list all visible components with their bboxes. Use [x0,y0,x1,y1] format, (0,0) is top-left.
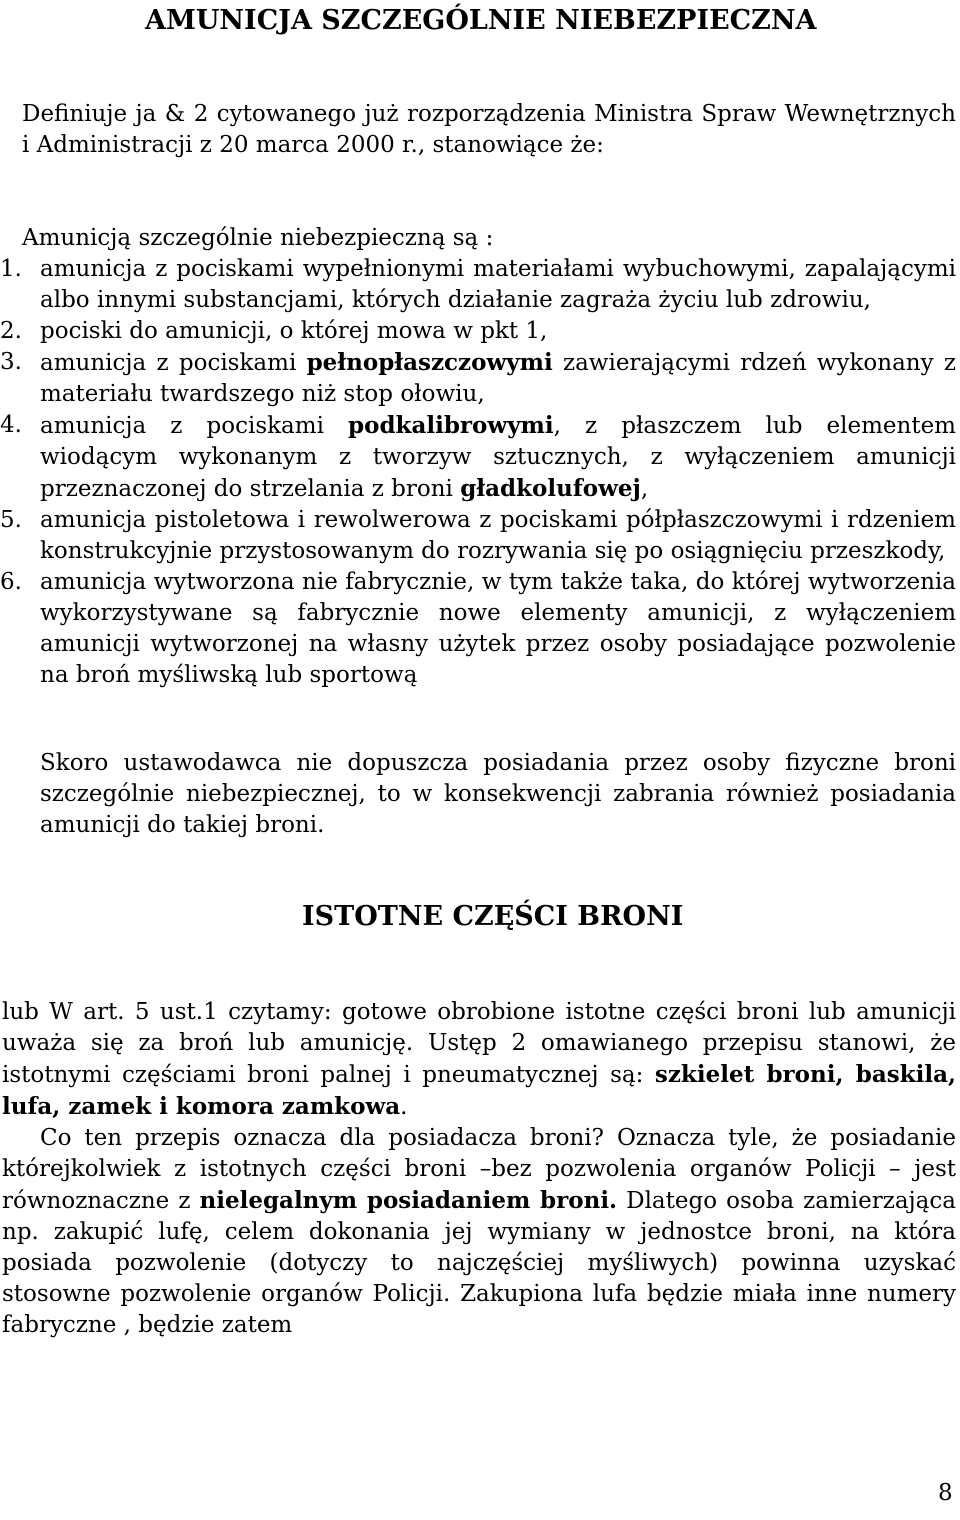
list-item-text-mid: , z płaszczem lub elementem wiodącym wykonanym z tworzyw sztucznych, z wyłączeniem amunicji przeznaczonej do strzelania z broni [40,413,956,502]
parts-text: Co ten przepis oznacza dla posiadacza broni? Oznacza tyle, że posiadanie którejkolwiek z istotnych części broni –bez pozwolenia organów Policji – jest równoznaczne z [2,1125,956,1214]
section-title: ISTOTNE CZĘŚCI BRONI [302,901,684,932]
list-item-text: amunicja z pociskami [40,413,349,439]
list-item [0,410,956,505]
list-item-text: amunicja z pociskami [40,350,307,376]
list-item-number: 3. [0,349,22,375]
list-item [0,254,956,316]
closing-paragraph [40,748,956,841]
list-item-text: amunicja z pociskami wypełnionymi materiałami wybuchowymi, zapalającymi albo innymi substancjami, których działanie zagraża życiu lub zdrowiu, [40,256,956,313]
list-item-text: amunicja wytworzona nie fabrycznie, w tym także taka, do której wytworzenia wykorzystywane są fabrycznie nowe elementy amunicji, z wyłączeniem amunicji wytworzonej na własny użytek przez osoby posiadające pozwolenie na broń myśliwską lub sportową [40,569,956,688]
list-item [0,567,956,691]
list-item-emphasis: podkalibrowymi [348,412,554,439]
list-item-number: 4. [0,412,22,438]
list-item-text-end: zawierającymi rdzeń wykonany z materiału twardszego niż stop ołowiu, [40,350,956,407]
parts-text: lub W art. 5 ust.1 czytamy: gotowe obrobione istotne części broni lub amunicji uważa się za broń lub amunicję. Ustęp 2 omawianego przepisu stanowi, że istotnymi częściami broni palnej i pneumatycznej są: [2,999,956,1088]
list-lead [22,223,956,254]
closing-text: Skoro ustawodawca nie dopuszcza posiadania przez osoby fizyczne broni szczególnie niebezpiecznej, to w konsekwencji zabrania również posiadania amunicji do takiej broni. [40,750,956,838]
list-item-emphasis-2: gładkolufowej [460,475,641,502]
list-item-emphasis: pełnopłaszczowymi [306,349,553,376]
list-item-text: amunicja pistoletowa i rewolwerowa z pociskami półpłaszczowymi i rdzeniem konstrukcyjnie przystosowanym do rozrywania się po osiągnięciu przeszkody, [40,507,956,564]
list-item-number: 2. [0,318,22,344]
list-item-number: 6. [0,569,22,595]
parts-text-end: Dlatego osoba zamierzająca np. zakupić lufę, celem dokonania jej wymiany w jednostce broni, na która posiada pozwolenie (dotyczy to najczęściej myśliwych) powinna uzyskać stosowne pozwolenie organów Policji. Zakupiona lufa będzie miała inne numery fabryczne , będzie zatem [2,1188,956,1338]
parts-section [2,997,956,1341]
parts-emphasis: nielegalnym posiadaniem broni. [199,1187,618,1214]
list-lead-text: Amunicją szczególnie niebezpieczną są : [22,225,494,251]
parts-emphasis: szkielet broni, baskila, lufa, zamek i komora zamkowa [2,1061,956,1120]
parts-paragraph-1 [2,997,956,1123]
list-item-text-end: , [640,476,649,502]
list-item [0,316,956,347]
parts-text-end: . [400,1094,408,1120]
list-item [0,505,956,567]
list-item-text: pociski do amunicji, o której mowa w pkt 1, [40,318,548,344]
intro-text: Definiuje ja & 2 cytowanego już rozporządzenia Ministra Spraw Wewnętrznych i Administracji z 20 marca 2000 r., stanowiące że: [22,101,956,158]
list-item [0,347,956,410]
list-item-number: 1. [0,256,22,282]
parts-paragraph-2 [2,1123,956,1341]
ammunition-list [0,254,956,691]
list-item-number: 5. [0,507,22,533]
intro-paragraph [22,99,956,161]
page-number: 8 [938,1480,953,1506]
page-title: AMUNICJA SZCZEGÓLNIE NIEBEZPIECZNA [145,5,817,36]
